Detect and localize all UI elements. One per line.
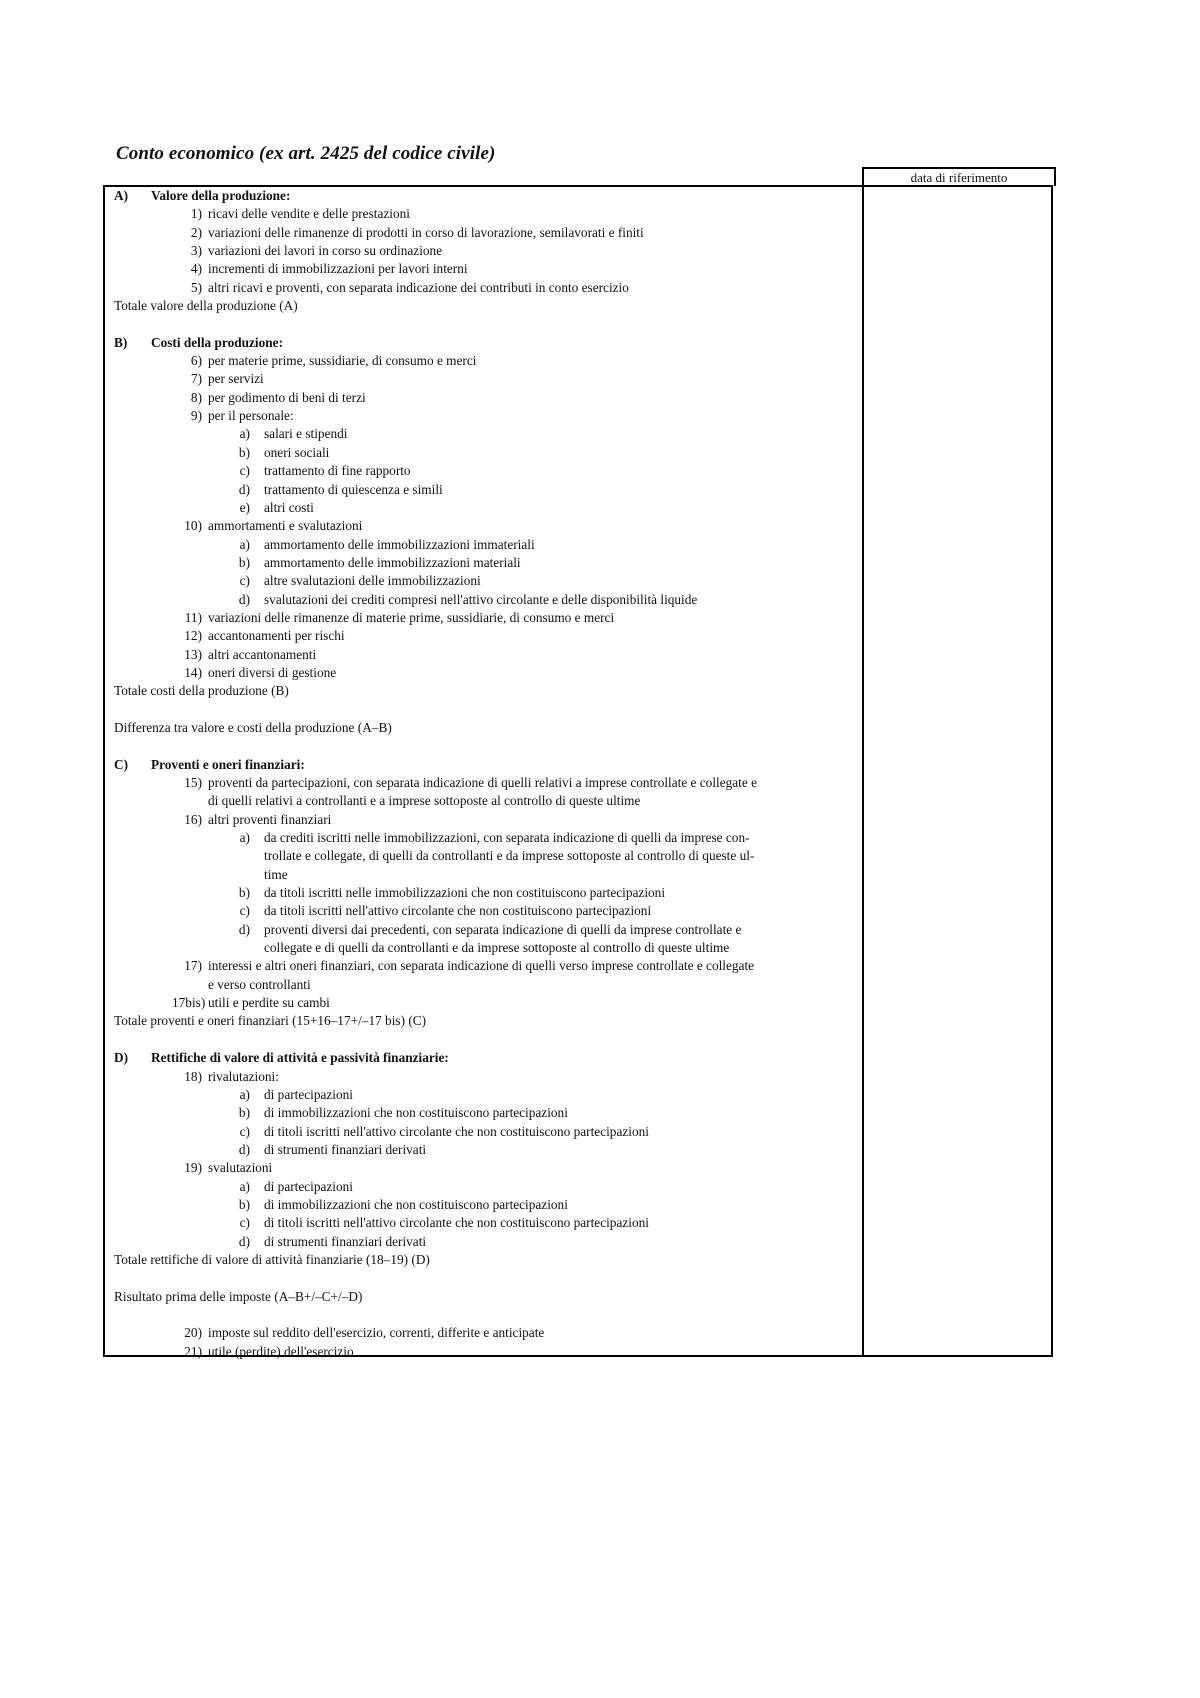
item-label: altri ricavi e proventi, con separata indicazione dei contributi in conto esercizio <box>208 279 629 295</box>
subitem-label: ammortamento delle immobilizzazioni materiali <box>264 554 521 570</box>
statement-row <box>106 187 858 205</box>
item-number: 13) <box>184 646 202 662</box>
item-number: 16) <box>184 811 202 827</box>
section-title: Proventi e oneri finanziari: <box>151 756 305 772</box>
section-title: Costi della produzione: <box>151 334 283 350</box>
item-label: imposte sul reddito dell'esercizio, correnti, differite e anticipate <box>208 1325 545 1341</box>
subitem-label-continued: time <box>264 866 288 882</box>
subitem-label: di partecipazioni <box>264 1086 353 1102</box>
item-label-continued: e verso controllanti <box>208 976 311 992</box>
subitem-letter: d) <box>238 591 250 607</box>
item-label: per servizi <box>208 371 264 387</box>
statement-row <box>106 902 858 920</box>
subitem-letter: b) <box>238 444 250 460</box>
item-number: 1) <box>190 206 202 222</box>
subitem-label-continued: collegate e di quelli da controllanti e da imprese sottoposte al controllo di queste ultime <box>264 940 730 956</box>
item-label: altri accantonamenti <box>208 646 317 662</box>
statement-row <box>106 792 858 810</box>
statement-row <box>106 1214 858 1232</box>
statement-row <box>106 939 858 957</box>
subitem-label-continued: trollate e collegate, di quelli da controllanti e da imprese sottoposte al controllo di queste ul- <box>264 848 755 864</box>
statement-row <box>106 609 858 627</box>
subitem-label: altri costi <box>264 499 314 515</box>
statement-row <box>106 847 858 865</box>
subitem-letter: a) <box>239 426 250 442</box>
item-label: proventi da partecipazioni, con separata indicazione di quelli relativi a imprese controllate e collegate e <box>208 775 757 790</box>
statement-row <box>106 1196 858 1214</box>
total-label: Totale proventi e oneri finanziari (15+16–17+/–17 bis) (C) <box>114 1013 427 1029</box>
item-number: 17) <box>184 958 202 974</box>
statement-row <box>106 719 858 737</box>
statement-row <box>106 994 858 1012</box>
item-label: per materie prime, sussidiarie, di consumo e merci <box>208 353 477 369</box>
item-number: 14) <box>184 664 202 680</box>
item-number: 21) <box>184 1343 202 1359</box>
statement-row <box>106 297 858 315</box>
subitem-letter: d) <box>238 921 250 937</box>
section-letter: B) <box>114 334 128 350</box>
statement-row <box>106 1031 858 1049</box>
total-label: Differenza tra valore e costi della produzione (A–B) <box>114 719 392 735</box>
subitem-letter: a) <box>239 536 250 552</box>
statement-row <box>106 242 858 260</box>
statement-row <box>106 1343 858 1361</box>
total-label: Risultato prima delle imposte (A–B+/–C+/–D) <box>114 1288 363 1304</box>
item-label: per il personale: <box>208 408 294 424</box>
item-label: incrementi di immobilizzazioni per lavori interni <box>208 261 468 277</box>
statement-row <box>106 444 858 462</box>
statement-row <box>106 866 858 884</box>
section-letter: C) <box>114 756 129 772</box>
subitem-letter: b) <box>238 1196 250 1212</box>
statement-row <box>106 737 858 755</box>
subitem-label: ammortamento delle immobilizzazioni immateriali <box>264 536 535 552</box>
subitem-letter: d) <box>238 1233 250 1249</box>
subitem-label: da titoli iscritti nell'attivo circolante che non costituiscono partecipazioni <box>264 903 652 919</box>
total-label: Totale costi della produzione (B) <box>114 683 289 699</box>
item-label: variazioni delle rimanenze di materie prime, sussidiarie, di consumo e merci <box>208 609 615 625</box>
statement-row <box>106 1324 858 1342</box>
item-number: 12) <box>184 628 202 644</box>
item-label: altri proventi finanziari <box>208 811 332 827</box>
subitem-label: salari e stipendi <box>264 426 348 442</box>
item-number: 10) <box>184 518 202 534</box>
item-number: 2) <box>190 224 202 240</box>
subitem-letter: a) <box>239 830 250 846</box>
item-number: 4) <box>190 261 202 277</box>
statement-row <box>106 884 858 902</box>
total-label: Totale rettifiche di valore di attività finanziarie (18–19) (D) <box>114 1251 430 1267</box>
section-title: Valore della produzione: <box>151 188 291 203</box>
subitem-label: da titoli iscritti nelle immobilizzazioni che non costituiscono partecipazioni <box>264 885 666 901</box>
statement-row <box>106 811 858 829</box>
statement-row <box>106 1288 858 1306</box>
statement-row <box>106 572 858 590</box>
subitem-label: di immobilizzazioni che non costituiscono partecipazioni <box>264 1105 568 1121</box>
item-label: accantonamenti per rischi <box>208 628 345 644</box>
statement-row <box>106 1306 858 1324</box>
statement-row <box>106 701 858 719</box>
statement-row <box>106 224 858 242</box>
subitem-letter: a) <box>239 1086 250 1102</box>
statement-row <box>106 407 858 425</box>
item-number: 15) <box>184 775 202 790</box>
item-number: 8) <box>190 389 202 405</box>
statement-row <box>106 627 858 645</box>
item-label: rivalutazioni: <box>208 1068 279 1084</box>
item-number: 17bis) <box>172 995 206 1011</box>
item-label: variazioni dei lavori in corso su ordinazione <box>208 243 443 259</box>
statement-row <box>106 260 858 278</box>
statement-row <box>106 1012 858 1030</box>
subitem-letter: d) <box>238 1141 250 1157</box>
statement-row <box>106 1233 858 1251</box>
statement-row <box>106 957 858 975</box>
statement-row <box>106 536 858 554</box>
subitem-label: svalutazioni dei crediti compresi nell'attivo circolante e delle disponibilità liquide <box>264 591 698 607</box>
subitem-label: altre svalutazioni delle immobilizzazioni <box>264 573 481 589</box>
statement-row <box>106 315 858 333</box>
subitem-label: di titoli iscritti nell'attivo circolante che non costituiscono partecipazioni <box>264 1123 649 1139</box>
subitem-letter: d) <box>238 481 250 497</box>
section-letter: A) <box>114 188 129 203</box>
column-divider <box>862 185 864 1357</box>
statement-row <box>106 921 858 939</box>
subitem-label: di strumenti finanziari derivati <box>264 1233 427 1249</box>
item-label: svalutazioni <box>208 1160 273 1176</box>
subitem-letter: b) <box>238 554 250 570</box>
subitem-letter: c) <box>239 1215 250 1231</box>
subitem-label: oneri sociali <box>264 444 330 460</box>
statement-row <box>106 1251 858 1269</box>
statement-row <box>106 481 858 499</box>
statement-row <box>106 499 858 517</box>
section-letter: D) <box>114 1050 129 1066</box>
subitem-label: di strumenti finanziari derivati <box>264 1141 427 1157</box>
item-number: 5) <box>190 279 202 295</box>
item-label: variazioni delle rimanenze di prodotti in corso di lavorazione, semilavorati e finiti <box>208 224 644 240</box>
subitem-letter: c) <box>239 1123 250 1139</box>
statement-row <box>106 352 858 370</box>
subitem-letter: c) <box>239 903 250 919</box>
item-label: interessi e altri oneri finanziari, con separata indicazione di quelli verso imprese controllate e collegate <box>208 958 755 974</box>
statement-row <box>106 682 858 700</box>
subitem-letter: c) <box>239 463 250 479</box>
statement-row <box>106 774 858 792</box>
statement-row <box>106 664 858 682</box>
subitem-label: da crediti iscritti nelle immobilizzazioni, con separata indicazione di quelli da imprese con- <box>264 830 750 846</box>
subitem-letter: c) <box>239 573 250 589</box>
item-label: per godimento di beni di terzi <box>208 389 366 405</box>
statement-row <box>106 1068 858 1086</box>
statement-row <box>106 756 858 774</box>
subitem-letter: b) <box>238 885 250 901</box>
item-number: 19) <box>184 1160 202 1176</box>
statement-row <box>106 1178 858 1196</box>
subitem-label: trattamento di quiescenza e simili <box>264 481 443 497</box>
subitem-label: trattamento di fine rapporto <box>264 463 411 479</box>
statement-row <box>106 462 858 480</box>
statement-row <box>106 1049 858 1067</box>
statement-row <box>106 1123 858 1141</box>
statement-row <box>106 1269 858 1287</box>
item-number: 18) <box>184 1068 202 1084</box>
item-label: utili e perdite su cambi <box>208 995 330 1011</box>
subitem-label: proventi diversi dai precedenti, con separata indicazione di quelli da imprese controllate e <box>264 921 742 937</box>
document-title: Conto economico (ex art. 2425 del codice civile) <box>116 143 496 164</box>
statement-row <box>106 1159 858 1177</box>
subitem-letter: e) <box>239 499 250 515</box>
statement-row <box>106 389 858 407</box>
statement-row <box>106 334 858 352</box>
subitem-label: di titoli iscritti nell'attivo circolante che non costituiscono partecipazioni <box>264 1215 649 1231</box>
section-title: Rettifiche di valore di attività e passività finanziarie: <box>151 1050 449 1066</box>
item-number: 11) <box>184 609 202 625</box>
statement-row <box>106 370 858 388</box>
item-number: 20) <box>184 1325 202 1341</box>
statement-row <box>106 591 858 609</box>
statement-row <box>106 976 858 994</box>
statement-row <box>106 425 858 443</box>
item-number: 7) <box>190 371 202 387</box>
statement-row <box>106 1104 858 1122</box>
statement-row <box>106 646 858 664</box>
statement-row <box>106 1086 858 1104</box>
subitem-label: di immobilizzazioni che non costituiscono partecipazioni <box>264 1196 568 1212</box>
item-label-continued: di quelli relativi a controllanti e a imprese sottoposte al controllo di queste ultime <box>208 793 641 809</box>
statement-row <box>106 279 858 297</box>
item-label: utile (perdite) dell'esercizio <box>208 1343 354 1359</box>
statement-row <box>106 554 858 572</box>
column-header: data di riferimento <box>862 167 1056 186</box>
statement-row <box>106 829 858 847</box>
item-number: 6) <box>190 353 202 369</box>
item-label: ammortamenti e svalutazioni <box>208 518 363 534</box>
item-label: ricavi delle vendite e delle prestazioni <box>208 206 410 222</box>
statement-row <box>106 1141 858 1159</box>
item-label: oneri diversi di gestione <box>208 664 337 680</box>
item-number: 3) <box>190 243 202 259</box>
statement-row <box>106 205 858 223</box>
subitem-letter: b) <box>238 1105 250 1121</box>
statement-row <box>106 517 858 535</box>
statement-rows <box>106 187 858 1361</box>
total-label: Totale valore della produzione (A) <box>114 298 298 314</box>
subitem-letter: a) <box>239 1178 250 1194</box>
subitem-label: di partecipazioni <box>264 1178 353 1194</box>
item-number: 9) <box>190 408 202 424</box>
